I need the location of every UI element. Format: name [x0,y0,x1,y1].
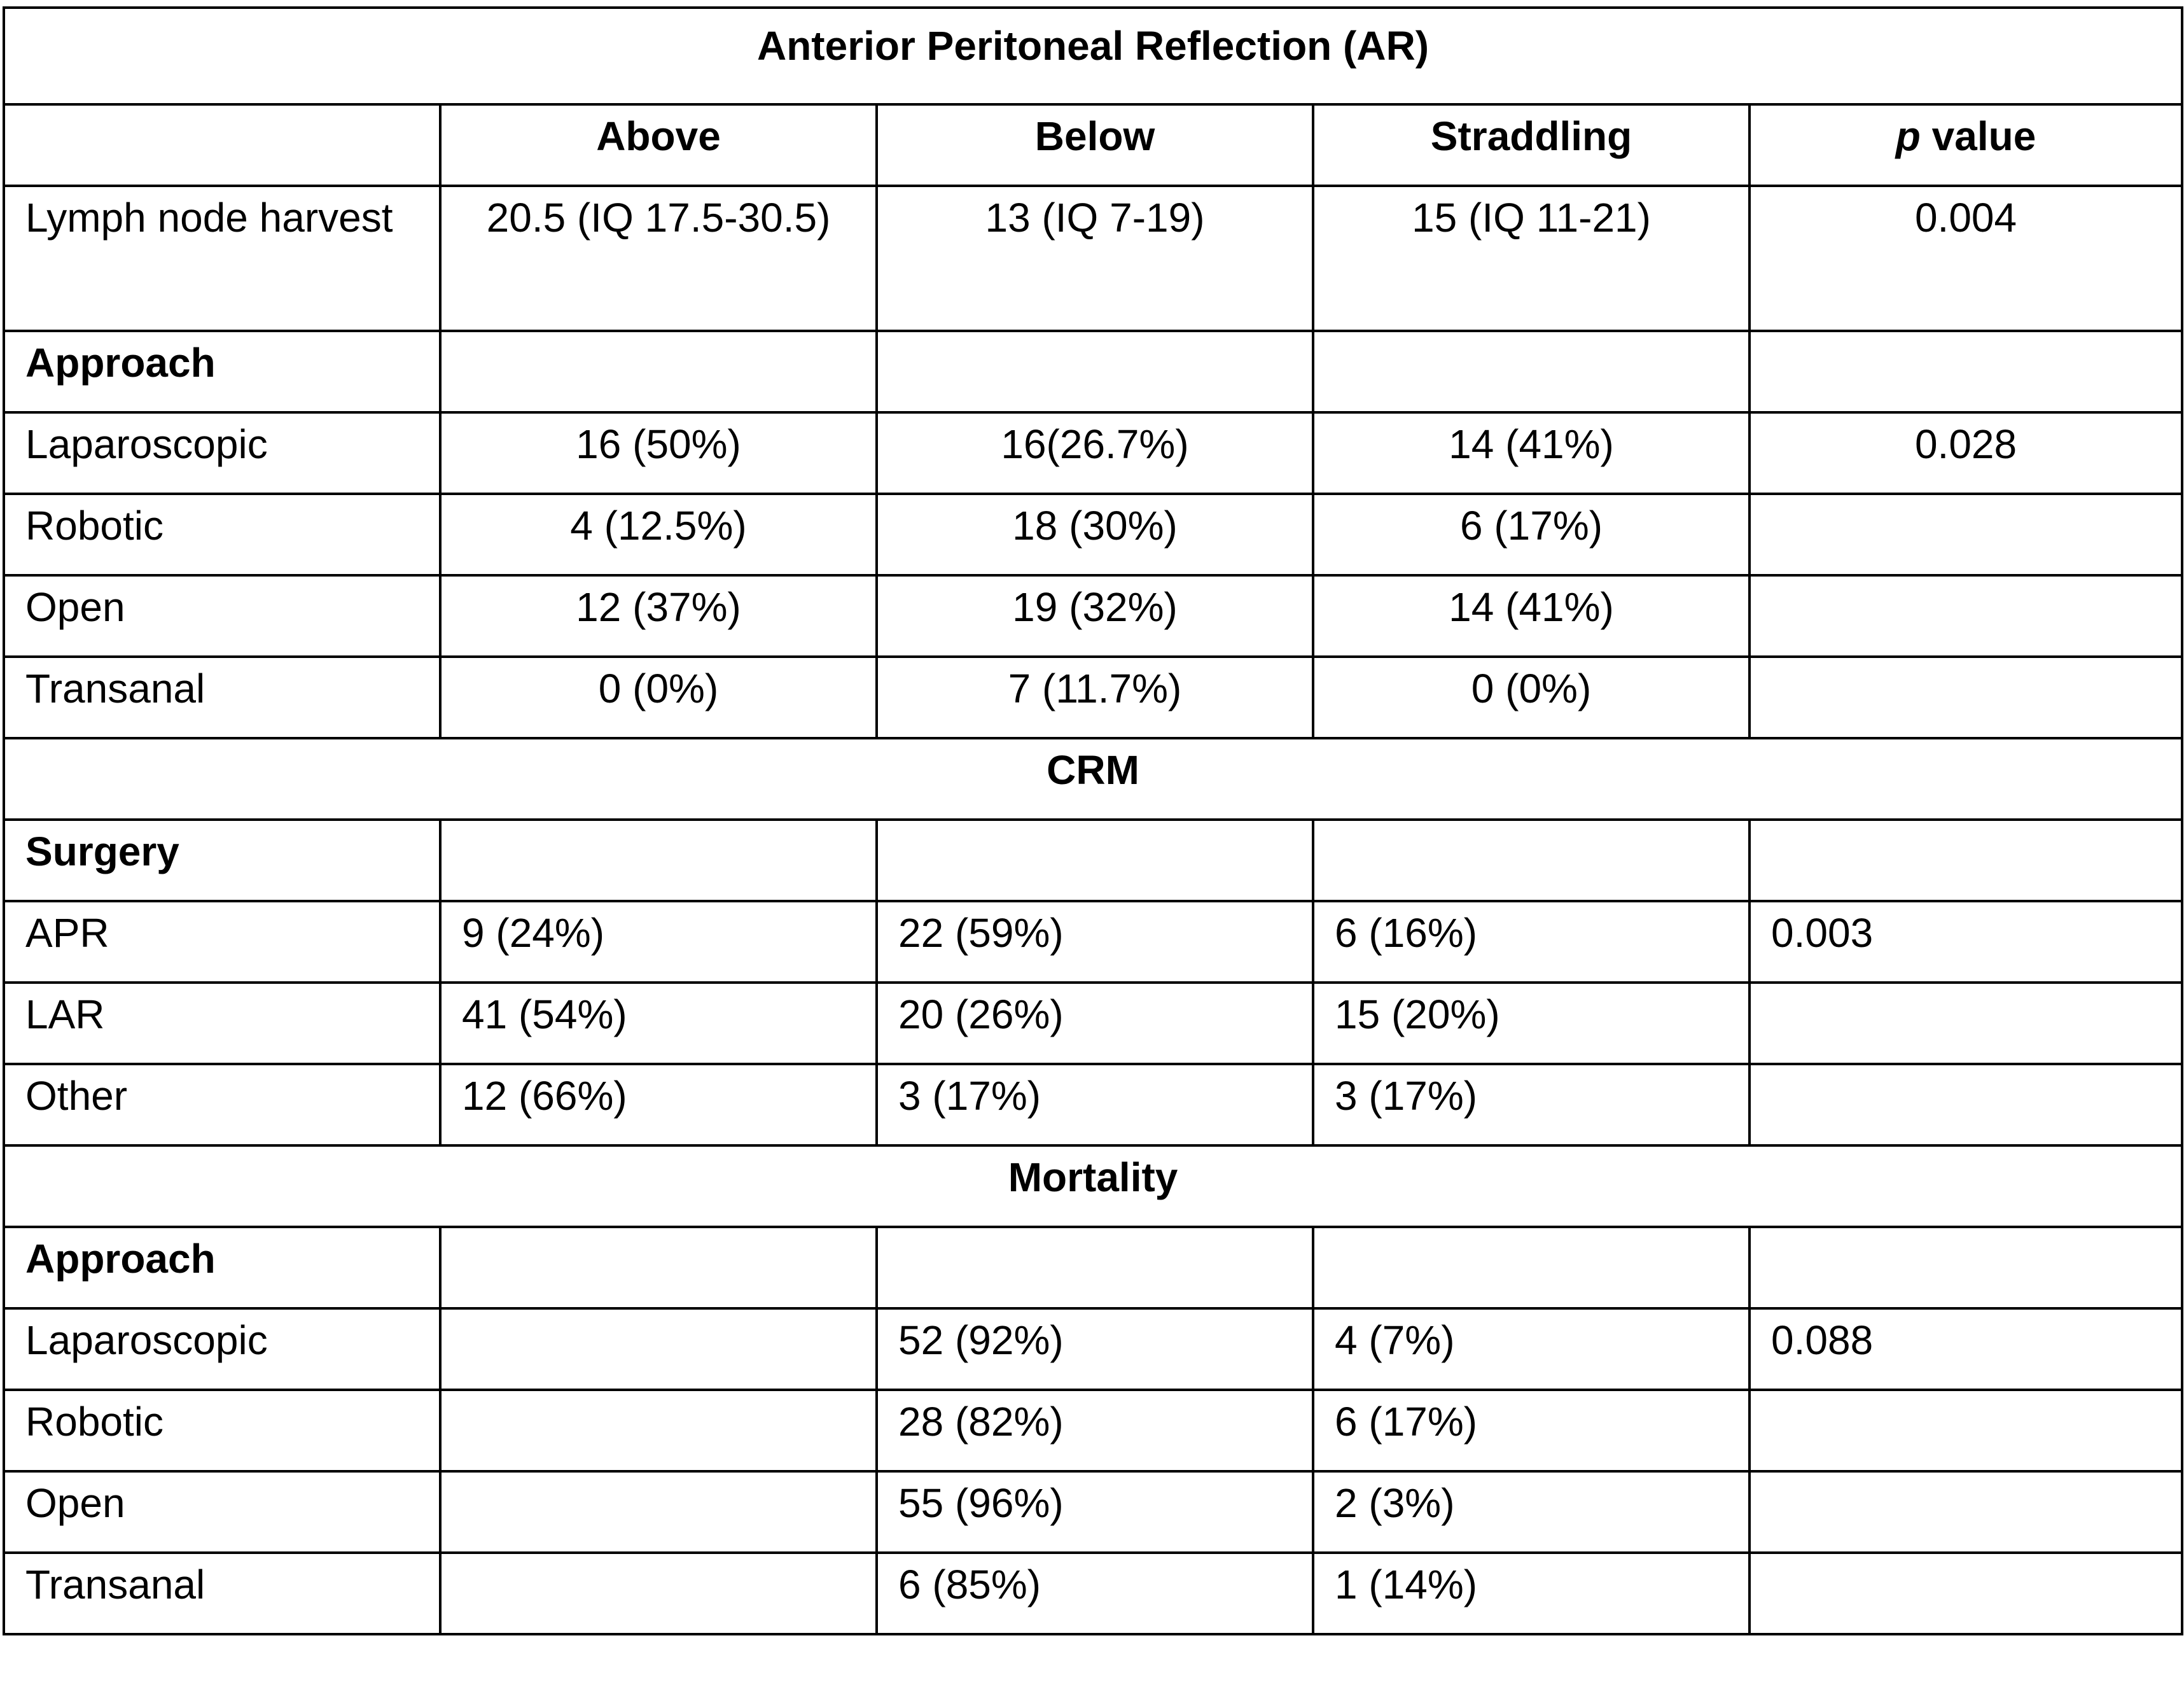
empty-cell [440,331,877,412]
cell-p-value [1749,1471,2182,1553]
empty-cell [877,820,1313,901]
empty-cell [440,1227,877,1308]
table-title: Anterior Peritoneal Reflection (AR) [4,8,2182,104]
cell-above: 12 (66%) [440,1064,877,1145]
lymph-node-row [4,186,2182,331]
cell-below: 13 (IQ 7-19) [877,186,1313,331]
table-row [4,412,2182,494]
row-label: Open [4,1471,440,1553]
p-symbol: p [1895,113,1921,159]
crm-section-row [4,738,2182,820]
table-row [4,1064,2182,1145]
approach-heading: Approach [4,331,440,412]
row-label: APR [4,901,440,983]
cell-above: 4 (12.5%) [440,494,877,575]
cell-straddling: 6 (16%) [1313,901,1749,983]
row-label: Lymph node harvest [4,186,440,331]
table-row [4,1308,2182,1390]
empty-cell [1749,331,2182,412]
approach-heading: Approach [4,1227,440,1308]
cell-below: 6 (85%) [877,1553,1313,1634]
table-row [4,1390,2182,1471]
cell-straddling: 15 (20%) [1313,983,1749,1064]
crm-heading: CRM [4,738,2182,820]
row-label: Transanal [4,657,440,738]
table-row [4,901,2182,983]
cell-straddling: 2 (3%) [1313,1471,1749,1553]
row-label: LAR [4,983,440,1064]
cell-straddling: 15 (IQ 11-21) [1313,186,1749,331]
cell-above [440,1471,877,1553]
cell-above: 20.5 (IQ 17.5-30.5) [440,186,877,331]
results-table [3,6,2183,1635]
table-row [4,494,2182,575]
table-row [4,575,2182,657]
empty-cell [1749,1227,2182,1308]
cell-straddling: 6 (17%) [1313,494,1749,575]
section-heading-row [4,331,2182,412]
cell-below: 18 (30%) [877,494,1313,575]
cell-p-value: 0.088 [1749,1308,2182,1390]
row-label: Robotic [4,1390,440,1471]
row-label: Laparoscopic [4,412,440,494]
cell-p-value [1749,575,2182,657]
cell-straddling: 6 (17%) [1313,1390,1749,1471]
row-label: Other [4,1064,440,1145]
surgery-heading: Surgery [4,820,440,901]
empty-cell [1313,820,1749,901]
cell-straddling: 1 (14%) [1313,1553,1749,1634]
cell-p-value: 0.003 [1749,901,2182,983]
cell-straddling: 14 (41%) [1313,412,1749,494]
header-straddling: Straddling [1313,104,1749,186]
cell-straddling: 0 (0%) [1313,657,1749,738]
cell-below: 19 (32%) [877,575,1313,657]
cell-below: 3 (17%) [877,1064,1313,1145]
table-row [4,657,2182,738]
empty-cell [1313,1227,1749,1308]
cell-p-value [1749,1553,2182,1634]
cell-below: 28 (82%) [877,1390,1313,1471]
p-value-label: value [1920,113,2036,159]
cell-above [440,1390,877,1471]
table-row [4,983,2182,1064]
header-cell-empty [4,104,440,186]
mortality-section-row [4,1145,2182,1227]
cell-straddling: 3 (17%) [1313,1064,1749,1145]
title-row [4,8,2182,104]
cell-above: 9 (24%) [440,901,877,983]
cell-p-value [1749,983,2182,1064]
empty-cell [877,1227,1313,1308]
table-row [4,1553,2182,1634]
header-p-value [1749,104,2182,186]
cell-p-value: 0.004 [1749,186,2182,331]
cell-above [440,1553,877,1634]
empty-cell [1313,331,1749,412]
empty-cell [877,331,1313,412]
cell-p-value [1749,494,2182,575]
cell-below: 20 (26%) [877,983,1313,1064]
section-heading-row [4,820,2182,901]
header-above: Above [440,104,877,186]
cell-below: 22 (59%) [877,901,1313,983]
row-label: Transanal [4,1553,440,1634]
cell-above: 16 (50%) [440,412,877,494]
cell-p-value [1749,1064,2182,1145]
cell-below: 16(26.7%) [877,412,1313,494]
cell-above: 41 (54%) [440,983,877,1064]
cell-straddling: 4 (7%) [1313,1308,1749,1390]
mortality-heading: Mortality [4,1145,2182,1227]
cell-above: 12 (37%) [440,575,877,657]
cell-below: 52 (92%) [877,1308,1313,1390]
empty-cell [1749,820,2182,901]
cell-below: 7 (11.7%) [877,657,1313,738]
section-heading-row [4,1227,2182,1308]
cell-above: 0 (0%) [440,657,877,738]
cell-p-value [1749,657,2182,738]
cell-p-value [1749,1390,2182,1471]
row-label: Laparoscopic [4,1308,440,1390]
header-row [4,104,2182,186]
header-below: Below [877,104,1313,186]
row-label: Robotic [4,494,440,575]
row-label: Open [4,575,440,657]
cell-below: 55 (96%) [877,1471,1313,1553]
cell-p-value: 0.028 [1749,412,2182,494]
table-row [4,1471,2182,1553]
cell-straddling: 14 (41%) [1313,575,1749,657]
empty-cell [440,820,877,901]
cell-above [440,1308,877,1390]
